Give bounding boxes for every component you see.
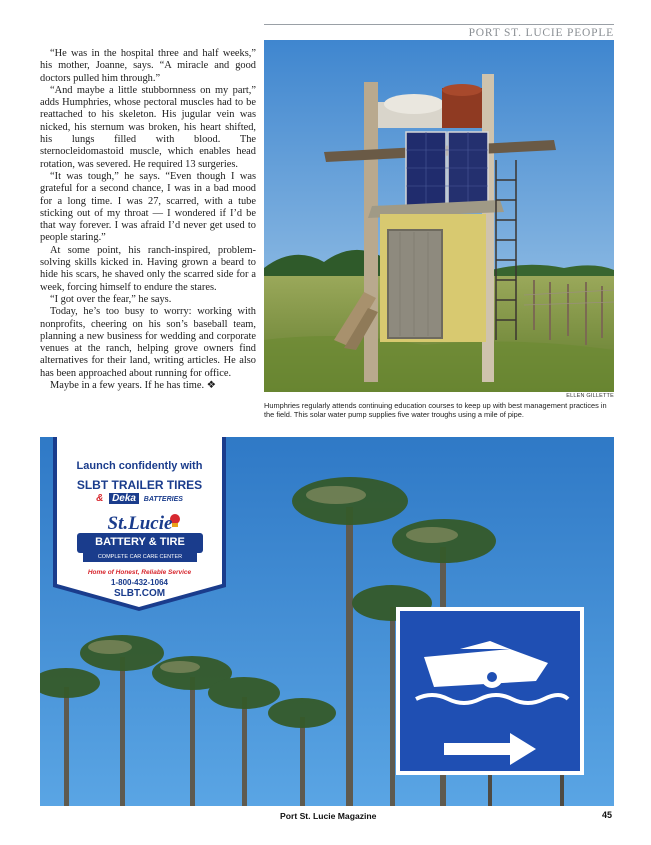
article-paragraph: At some point, his ranch-inspired, problem-solving skills kicked in. Having grown a beard to hide his scars, he shaved only the scarred side for a week, forcing himself to endure the stares. <box>40 244 256 293</box>
ad-banner <box>53 437 226 611</box>
article-column <box>40 48 256 392</box>
ad-deka-line <box>53 493 226 504</box>
article-paragraph: “And maybe a little stubbornness on my part,” adds Humphries, whose pectoral muscles had to be reattached to his skeleton. His jugular vein was nicked, his sternum was broken, his heart shifted, his lungs filled with blood. The sternocleidomastoid muscle, which enables head rotation, was severed. He required 13 surgeries. <box>40 84 256 170</box>
ad-tagline: Launch confidently with <box>76 460 203 472</box>
ad-website: SLBT.COM <box>113 588 166 599</box>
photo-caption: Humphries regularly attends continuing education courses to keep up with best management practices in the field. This solar water pump supplies five water troughs using a mile of pipe. <box>264 401 607 420</box>
article-paragraph: Today, he’s too busy to worry: working with nonprofits, cheering on his son’s baseball team, planning a new business for wedding and corporate venues at the ranch, helping grove owners find alternatives for their land, writing articles. He also has been approached about running for office. <box>40 306 256 379</box>
photo-credit: ELLEN GILLETTE <box>566 393 614 399</box>
footer-magazine: Port St. Lucie Magazine <box>280 811 377 821</box>
logo-name: St.Lucie <box>107 513 173 534</box>
ampersand: & <box>96 493 104 504</box>
batteries-word: BATTERIES <box>143 496 183 503</box>
ad-slogan: Home of Honest, Reliable Service <box>87 569 192 576</box>
solar-pump-photo <box>264 40 614 392</box>
section-header: PORT ST. LUCIE PEOPLE <box>264 24 614 39</box>
article-paragraph: “It was tough,” he says. “Even though I was grateful for a second chance, I was in a bad mood for a long time. I was 27, scarred, with a tube sticking out of my throat — I wondered if I’d be that way forever. I was afraid I’d never get used to people staring.” <box>40 170 256 244</box>
ad-product-line: SLBT TRAILER TIRES <box>76 478 203 492</box>
logo-subtitle: BATTERY & TIRE <box>95 536 185 548</box>
article-paragraph: “He was in the hospital three and half weeks,” his mother, Joanne, says. “A miracle and good doctors pulled him through.” <box>40 48 256 84</box>
ad-phone: 1-800-432-1064 <box>111 578 168 587</box>
logo-tagline: COMPLETE CAR CARE CENTER <box>97 554 183 560</box>
article-paragraph: Maybe in a few years. If he has time. ❖ <box>50 380 216 392</box>
advertisement <box>40 437 614 806</box>
st-lucie-logo <box>77 513 203 565</box>
photo-illustration <box>264 40 614 392</box>
page-number: 45 <box>602 810 613 820</box>
article-paragraph: “I got over the fear,” he says. <box>50 293 172 305</box>
deka-brand: Deka <box>109 493 139 504</box>
